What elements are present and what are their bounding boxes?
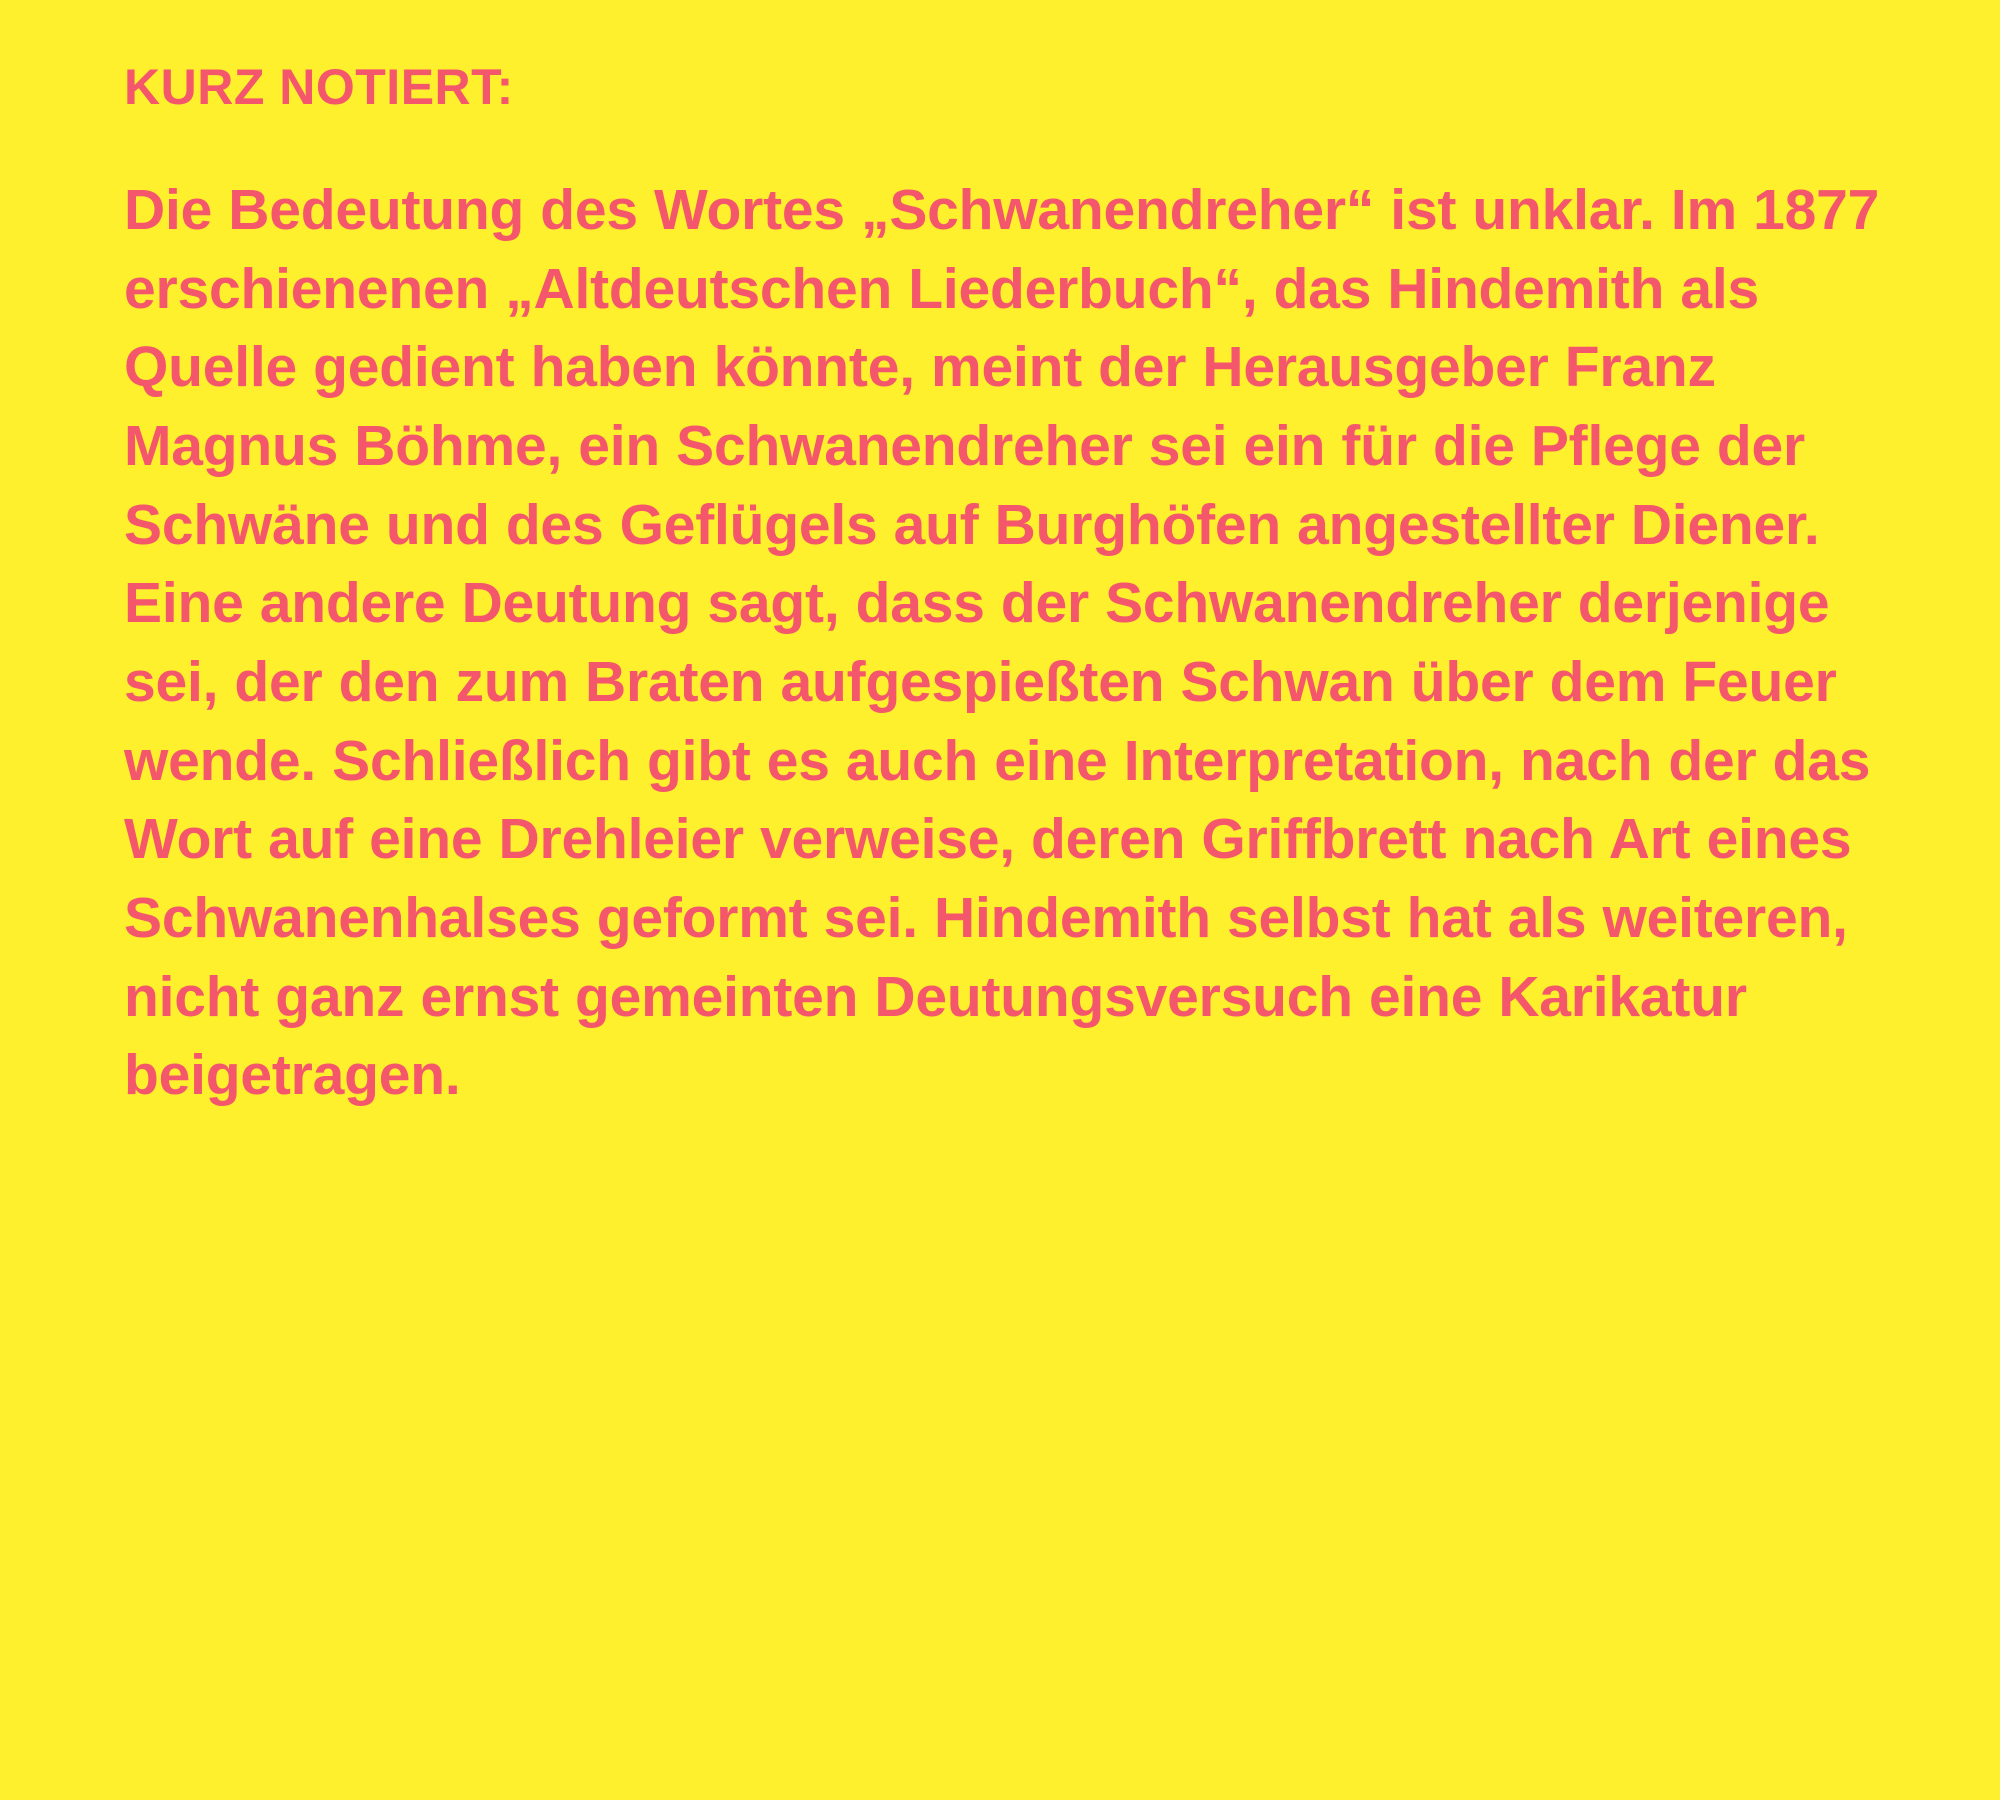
note-body-text: Die Bedeutung des Wortes „Schwanendreher“ ist unklar. Im 1877 erschienenen „Altdeutschen Liederbuch“, das Hindemith als Quelle gedient haben könnte, meint der Herausgeber Franz Magnus Böhme, ein Schwanendreher sei ein für die Pflege der Schwäne und des Geflügels auf Burghöfen angestellter Diener. Eine andere Deutung sagt, dass der Schwanendreher derjenige sei, der den zum Braten aufgespießten Schwan über dem Feuer wende. Schließlich gibt es auch eine Interpretation, nach der das Wort auf eine Drehleier verweise, deren Griffbrett nach Art eines Schwanenhalses geformt sei. Hindemith selbst hat als weiteren, nicht ganz ernst gemeinten Deutungsversuch eine Karikatur beigetragen. xyxy=(124,178,1880,1108)
note-heading: KURZ NOTIERT: xyxy=(124,59,514,115)
